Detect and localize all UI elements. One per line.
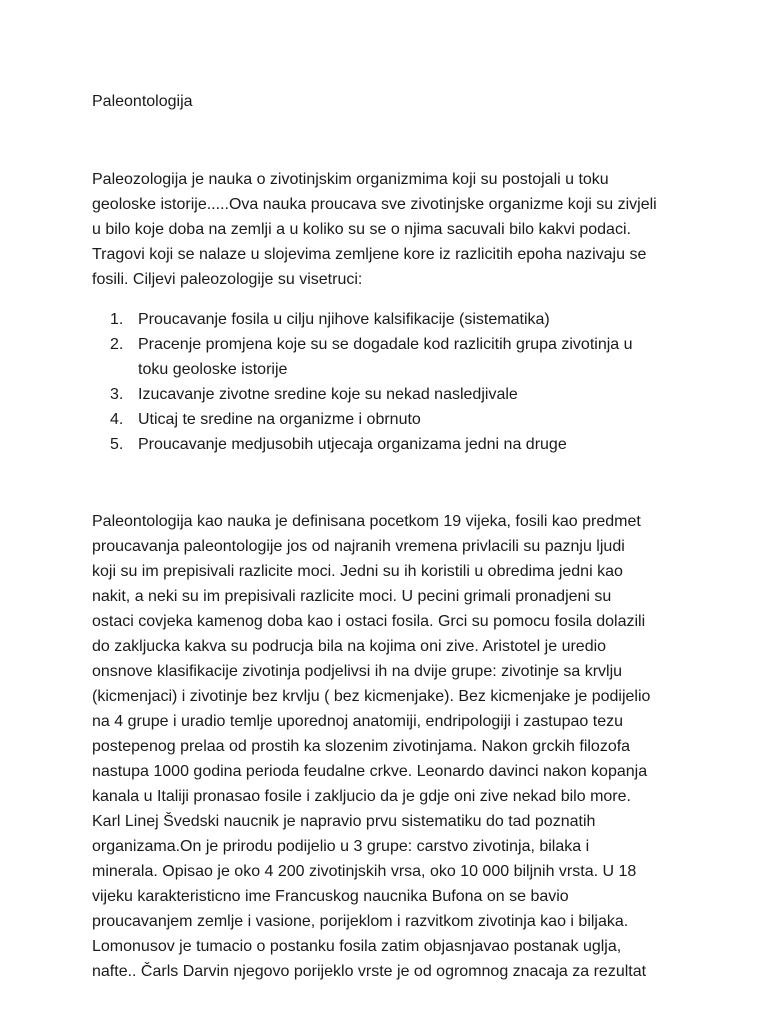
paragraph-line: kanala u Italiji pronasao fosile i zakljucio da je gdje oni zive nekad bilo more. xyxy=(92,788,631,805)
list-item xyxy=(110,382,670,407)
paragraph-line: fosili. Ciljevi paleozologije su visetruci: xyxy=(92,271,363,288)
list-number: 1. xyxy=(110,311,124,328)
paragraph-line: koji su im prepisivali razlicite moci. Jedni su ih koristili u obredima jedni kao xyxy=(92,563,623,580)
list-item-text: Izucavanje zivotne sredine koje su nekad nasledjivale xyxy=(138,386,518,403)
paragraph-line: u bilo koje doba na zemlji a u koliko su se o njima sacuvali bilo kakvi podaci. xyxy=(92,221,631,238)
paragraph-line: nastupa 1000 godina perioda feudalne crkve. Leonardo davinci nakon kopanja xyxy=(92,763,648,780)
paragraph-line: organizama.On je prirodu podijelio u 3 grupe: carstvo zivotinja, bilaka i xyxy=(92,838,590,855)
paragraph-line: minerala. Opisao je oko 4 200 zivotinjskih vrsa, oko 10 000 biljnih vrsta. U 18 xyxy=(92,863,637,880)
list-number: 5. xyxy=(110,436,124,453)
paragraph-line: proucavanjem zemlje i vasione, porijeklom i razvitkom zivotinja kao i biljaka. xyxy=(92,913,629,930)
list-number: 4. xyxy=(110,411,124,428)
paragraph-line: onsnove klasifikacije zivotinja podjelivsi ih na dvije grupe: zivotinje sa krvlju xyxy=(92,663,623,680)
paragraph-line: ostaci covjeka kamenog doba kao i ostaci fosila. Grci su pomocu fosila dolazili xyxy=(92,613,646,630)
paragraph-line: Paleontologija kao nauka je definisana pocetkom 19 vijeka, fosili kao predmet xyxy=(92,513,641,530)
paragraph-line: postepenog prelaa od prostih ka slozenim zivotinjama. Nakon grckih filozofa xyxy=(92,738,631,755)
list-number: 2. xyxy=(110,336,124,353)
paragraph-line: Tragovi koji se nalaze u slojevima zemljene kore iz razlicitih epoha nazivaju se xyxy=(92,246,647,263)
paragraph-line: Lomonusov je tumacio o postanku fosila zatim objasnjavao postanak uglja, xyxy=(92,938,622,955)
paragraph-line: (kicmenjaci) i zivotinje bez krvlju ( bez kicmenjake). Bez kicmenjake je podijelio xyxy=(92,688,651,705)
list-item-text: toku geoloske istorije xyxy=(138,361,288,378)
list-number: 3. xyxy=(110,386,124,403)
paragraph-line: Paleozologija je nauka o zivotinjskim organizmima koji su postojali u toku xyxy=(92,171,609,188)
list-item-text: Uticaj te sredine na organizme i obrnuto xyxy=(138,411,421,428)
paragraph-line: nakit, a neki su im prepisivali razlicite moci. U pecini grimali pronadjeni su xyxy=(92,588,612,605)
paragraph-line: proucavanja paleontologije jos od najranih vremena privlacili su paznju ljudi xyxy=(92,538,625,555)
paragraph-line: geoloske istorije.....Ova nauka proucava sve zivotinjske organizme koji su zivjeli xyxy=(92,196,657,213)
list-item xyxy=(110,407,670,432)
paragraph-line: na 4 grupe i uradio temlje uporednoj anatomiji, endripologiji i zastupao tezu xyxy=(92,713,623,730)
list-item-text: Proucavanje fosila u cilju njihove kalsifikacije (sistematika) xyxy=(138,311,550,328)
intro-paragraph xyxy=(92,167,692,292)
history-paragraph xyxy=(92,509,692,984)
paragraph-line: Karl Linej Švedski naucnik je napravio prvu sistematiku do tad poznatih xyxy=(92,813,596,830)
paragraph-line: vijeku karakteristicno ime Francuskog naucnika Bufona on se bavio xyxy=(92,888,569,905)
list-item-text: Pracenje promjena koje su se dogadale kod razlicitih grupa zivotinja u xyxy=(138,336,633,353)
list-item xyxy=(110,307,670,332)
list-item xyxy=(110,332,670,382)
goals-list xyxy=(110,307,670,457)
document-title: Paleontologija xyxy=(92,93,193,110)
list-item xyxy=(110,432,670,457)
paragraph-line: nafte.. Čarls Darvin njegovo porijeklo vrste je od ogromnog znacaja za rezultat xyxy=(92,963,647,980)
paragraph-line: do zakljucka kakva su podrucja bila na kojima oni zive. Aristotel je uredio xyxy=(92,638,607,655)
list-item-text: Proucavanje medjusobih utjecaja organizama jedni na druge xyxy=(138,436,567,453)
